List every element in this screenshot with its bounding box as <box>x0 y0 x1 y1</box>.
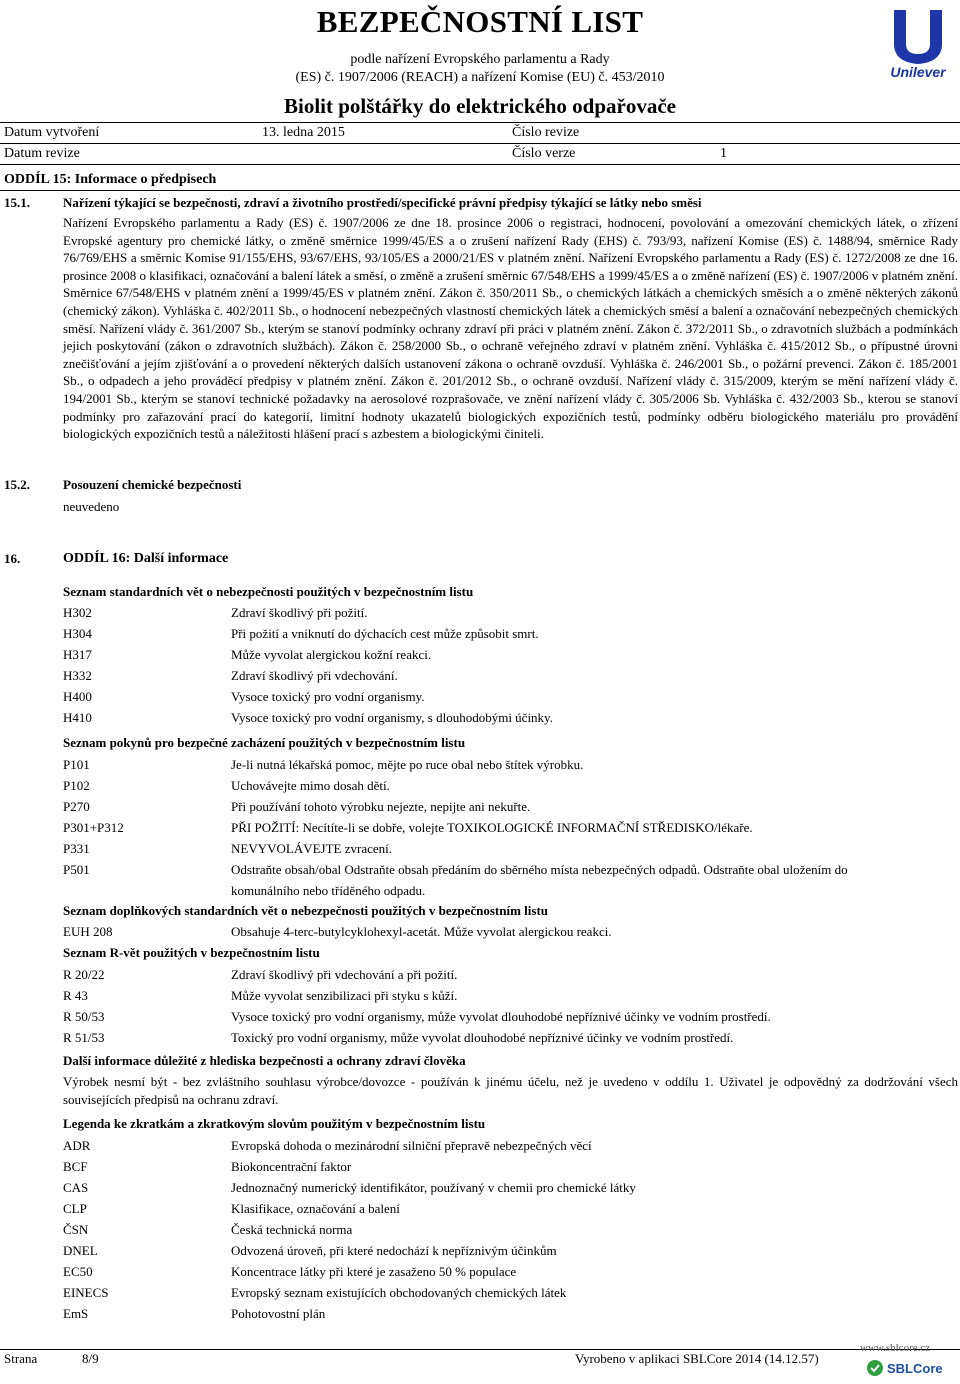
legend-item-text: Evropská dohoda o mezinárodní silniční přepravě nebezpečných věcí <box>231 1138 592 1153</box>
section15-2-title: Posouzení chemické bezpečnosti <box>63 477 242 492</box>
legend-item-code: EmS <box>63 1306 89 1321</box>
footer-page-label: Strana <box>4 1351 38 1366</box>
unilever-logo-icon <box>880 4 956 80</box>
other-info-text: Výrobek nesmí být - bez zvláštního souhlasu výrobce/dovozce - používán k jinému účelu, než je uvedeno v oddílu 1. Uživatel je odpovědný za dodržování všech souvisejících předpisů na ochranu zdraví. <box>63 1074 958 1107</box>
h-statement-code: H400 <box>63 689 92 704</box>
euh-statement-text: Obsahuje 4-terc-butylcyklohexyl-acetát. Může vyvolat alergickou reakci. <box>231 924 612 939</box>
legend-item-text: Klasifikace, označování a balení <box>231 1201 400 1216</box>
legend-item-code: DNEL <box>63 1243 98 1258</box>
document-subtitle-line1: podle nařízení Evropského parlamentu a Rady <box>350 52 610 67</box>
legend-item-code: BCF <box>63 1159 88 1174</box>
p-statement-code: P270 <box>63 799 90 814</box>
sblcore-logo-icon <box>866 1359 884 1377</box>
p-statement-text: NEVYVOLÁVEJTE zvracení. <box>231 841 393 856</box>
r-phrase-code: R 50/53 <box>63 1009 105 1024</box>
legend-item-text: Evropský seznam existujících obchodovaných chemických látek <box>231 1285 567 1300</box>
p-statement-code: P301+P312 <box>63 820 124 835</box>
sblcore-logo <box>866 1358 943 1378</box>
legend-item-code: ADR <box>63 1138 91 1153</box>
p-statement-text: Odstraňte obsah/obal Odstraňte obsah předáním do sběrného místa nebezpečných odpadů. Odstraňte obal uložením do komunálního nebo tříděného odpadu. <box>231 862 848 898</box>
footer-page-value: 8/9 <box>82 1351 99 1366</box>
h-statement-text: Zdraví škodlivý při vdechování. <box>231 668 398 683</box>
legend-item-code: EINECS <box>63 1285 109 1300</box>
r-phrase-text: Toxický pro vodní organismy, může vyvolat dlouhodobé nepříznivé účinky ve vodním prostředí. <box>231 1030 734 1045</box>
legend-title: Legenda ke zkratkám a zkratkovým slovům použitým v bezpečnostním listu <box>63 1116 486 1131</box>
r-phrase-text: Zdraví škodlivý při vdechování a při požití. <box>231 967 458 982</box>
p-statement-text: Uchovávejte mimo dosah dětí. <box>231 778 390 793</box>
unilever-logo-text: Unilever <box>890 64 946 80</box>
euh-list-title: Seznam doplňkových standardních vět o nebezpečnosti použitých v bezpečnostním listu <box>63 903 549 918</box>
section15-2-text: neuvedeno <box>63 499 120 514</box>
p-statement-code: P501 <box>63 862 90 877</box>
section16-number: 16. <box>4 551 21 566</box>
h-statement-code: H304 <box>63 626 92 641</box>
p-list-title: Seznam pokynů pro bezpečné zacházení použitých v bezpečnostním listu <box>63 735 466 750</box>
r-list-title: Seznam R-vět použitých v bezpečnostním listu <box>63 945 320 960</box>
h-list-title: Seznam standardních vět o nebezpečnosti použitých v bezpečnostním listu <box>63 584 474 599</box>
revision-number-label: Číslo revize <box>512 125 580 140</box>
legend-item-code: ČSN <box>63 1222 89 1237</box>
version-label: Číslo verze <box>512 146 576 161</box>
h-statement-text: Zdraví škodlivý při požití. <box>231 605 368 620</box>
section15-1-number: 15.1. <box>4 195 30 210</box>
p-statement-text: Při používání tohoto výrobku nejezte, nepijte ani nekuřte. <box>231 799 531 814</box>
legend-item-text: Odvozená úroveň, při které nedochází k nepříznivým účinkům <box>231 1243 557 1258</box>
legend-item-text: Pohotovostní plán <box>231 1306 326 1321</box>
r-phrase-text: Vysoce toxický pro vodní organismy, může vyvolat dlouhodobé nepříznivé účinky ve vodním prostředí. <box>231 1009 771 1024</box>
p-statement-code: P102 <box>63 778 90 793</box>
r-phrase-text: Může vyvolat senzibilizaci při styku s kůží. <box>231 988 458 1003</box>
legend-item-text: Jednoznačný numerický identifikátor, používaný v chemii pro chemické látky <box>231 1180 636 1195</box>
euh-statement-code: EUH 208 <box>63 924 113 939</box>
r-phrase-code: R 20/22 <box>63 967 105 982</box>
section16-heading: ODDÍL 16: Další informace <box>63 551 229 566</box>
section15-2-number: 15.2. <box>4 477 30 492</box>
r-phrase-code: R 43 <box>63 988 88 1003</box>
p-statement-text: Je-li nutná lékařská pomoc, mějte po ruce obal nebo štítek výrobku. <box>231 757 584 772</box>
r-phrase-code: R 51/53 <box>63 1030 105 1045</box>
h-statement-code: H410 <box>63 710 92 725</box>
legend-item-code: CLP <box>63 1201 87 1216</box>
other-info-title: Další informace důležité z hlediska bezpečnosti a ochrany zdraví člověka <box>63 1053 466 1068</box>
h-statement-text: Při požití a vniknutí do dýchacích cest může způsobit smrt. <box>231 626 539 641</box>
section15-heading: ODDÍL 15: Informace o předpisech <box>4 172 217 187</box>
product-name: Biolit polštářky do elektrického odpařovače <box>284 94 676 118</box>
footer-produced: Vyrobeno v aplikaci SBLCore 2014 (14.12.57) <box>575 1351 819 1366</box>
created-label: Datum vytvoření <box>4 125 100 140</box>
document-title: BEZPEČNOSTNÍ LIST <box>316 4 644 39</box>
sblcore-logo-text: SBLCore <box>887 1360 943 1376</box>
revision-date-label: Datum revize <box>4 146 80 161</box>
footer-url[interactable]: www.sblcore.cz <box>860 1342 931 1354</box>
version-value: 1 <box>720 146 727 161</box>
h-statement-text: Vysoce toxický pro vodní organismy. <box>231 689 425 704</box>
section15-1-text: Nařízení Evropského parlamentu a Rady (ES) č. 1907/2006 ze dne 18. prosince 2006 o registraci, hodnocení, povolování a omezování chemických látek, o zřízení Evropské agentury pro chemické látky, o změně směrnice 1999/45/ES a o zrušení nařízení Rady (EHS) č. 793/93, nařízení Komise (ES) č. 1488/94, směrnice Rady 76/769/EHS a směrnic Komise 91/155/EHS, 93/67/EHS, 93/105/ES a 2000/21/ES v platném znění. Nařízení Evropského parlamentu a Rady (ES) č. 1272/2008 ze dne 16. prosince 2008 o klasifikaci, označování a balení látek a směsí, o změně a zrušení směrnic 67/548/EHS a 1999/45/ES a o změně nařízení (ES) č. 1907/2006 v platném znění. Směrnice 67/548/EHS v platném znění a 1999/45/ES v platném znění. Zákon č. 350/2011 Sb., o chemických látkách a chemických směsích a o změně některých zákonů (chemický zákon). Vyhláška č. 402/2011 Sb., o hodnocení nebezpečných vlastností chemických látek a chemických směsí a balení a označování nebezpečných chemických směsí. Nařízení vlády č. 361/2007 Sb., kterým se stanoví podmínky ochrany zdraví při práci v platném znění. Zákon č. 372/2011 Sb., o zdravotních službách a podmínkách jejich poskytování (zákon o zdravotních službách). Zákon č. 258/2000 Sb., o ochraně veřejného zdraví v platném znění. Vyhláška č. 415/2012 Sb., o přípustné úrovni znečišťování a jejím zjišťování a o provedení některých dalších ustanovení zákona o ochraně ovzduší. Vyhláška č. 246/2001 Sb., o požární prevenci. Zákon č. 185/2001 Sb., o odpadech a jeho prováděcí předpisy v platném znění. Zákon č. 201/2012 Sb., o ochraně ovzduší. Nařízení vlády č. 315/2009, kterým se mění nařízení vlády č. 194/2001 Sb., kterým se stanoví technické požadavky na aerosolové rozprašovače, ve znění nařízení vlády č. 305/2006 Sb. Vyhláška č. 432/2003 Sb., kterou se stanoví podmínky pro zařazování prací do kategorií, limitní hodnoty ukazatelů biologických expozičních testů, podmínky odběru biologického materiálu pro provádění biologických expozičních testů a náležitosti hlášení prací s azbestem a biologickými činiteli. <box>63 215 958 442</box>
h-statement-code: H332 <box>63 668 92 683</box>
section15-1-title: Nařízení týkající se bezpečnosti, zdraví a životního prostředí/specifické právní předpisy týkající se látky nebo směsi <box>63 195 702 210</box>
created-value: 13. ledna 2015 <box>262 125 345 140</box>
p-statement-code: P101 <box>63 757 90 772</box>
legend-item-code: CAS <box>63 1180 89 1195</box>
document-subtitle-line2: (ES) č. 1907/2006 (REACH) a nařízení Komise (EU) č. 453/2010 <box>295 70 665 85</box>
legend-item-text: Koncentrace látky při které je zasaženo 50 % populace <box>231 1264 517 1279</box>
legend-item-text: Biokoncentrační faktor <box>231 1159 352 1174</box>
legend-item-code: EC50 <box>63 1264 93 1279</box>
h-statement-text: Může vyvolat alergickou kožní reakci. <box>231 647 432 662</box>
h-statement-code: H317 <box>63 647 92 662</box>
p-statement-code: P331 <box>63 841 90 856</box>
p-statement-text: PŘI POŽITÍ: Necítíte-li se dobře, volejte TOXIKOLOGICKÉ INFORMAČNÍ STŘEDISKO/lékaře. <box>231 820 753 835</box>
h-statement-code: H302 <box>63 605 92 620</box>
legend-item-text: Česká technická norma <box>231 1222 353 1237</box>
h-statement-text: Vysoce toxický pro vodní organismy, s dlouhodobými účinky. <box>231 710 553 725</box>
